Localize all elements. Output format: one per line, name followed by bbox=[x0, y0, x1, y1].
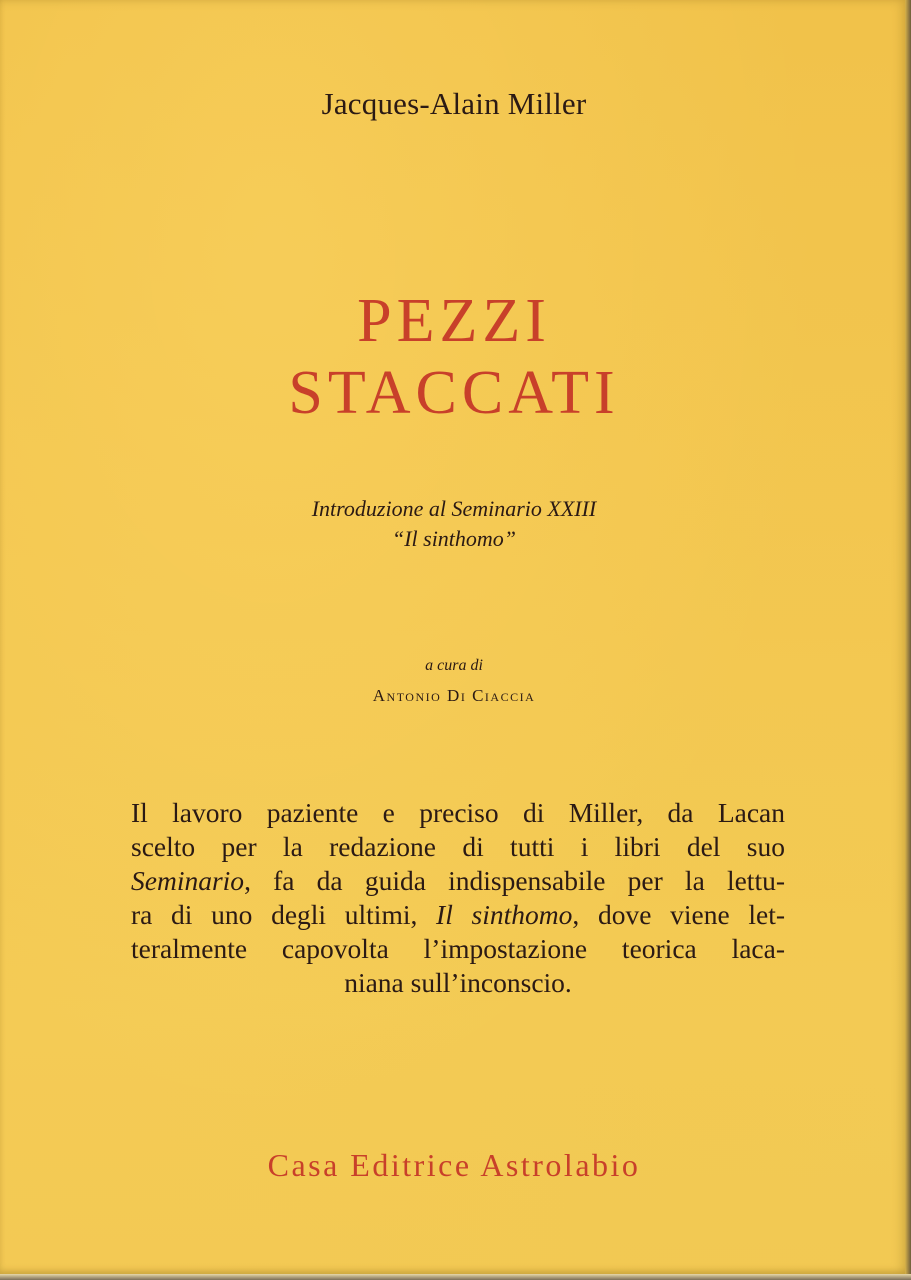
blurb-line: Seminario, fa da guida indispensabile per la lettu- bbox=[131, 865, 785, 896]
curator-label: a cura di bbox=[425, 657, 483, 674]
italic-work-title: Il sinthomo bbox=[436, 899, 573, 930]
author-name: Jacques-Alain Miller bbox=[321, 86, 587, 121]
page-edge-bottom bbox=[0, 1274, 911, 1280]
blurb-line: ra di uno degli ultimi, Il sinthomo, dove viene let- bbox=[131, 899, 786, 930]
book-subtitle bbox=[0, 494, 908, 554]
curator-name: Antonio Di Ciaccia bbox=[372, 686, 536, 705]
subtitle-line-1: Introduzione al Seminario XXIII bbox=[311, 496, 597, 521]
title-line-1: PEZZI bbox=[357, 287, 551, 355]
italic-work-title: Seminario bbox=[131, 865, 245, 896]
publisher-name: Casa Editrice Astrolabio bbox=[267, 1147, 641, 1183]
blurb-line: Il lavoro paziente e preciso di Miller, da Lacan bbox=[131, 797, 785, 828]
book-title bbox=[0, 285, 908, 429]
blurb-line: niana sull’inconscio. bbox=[344, 967, 572, 998]
subtitle-line-2: “Il sinthomo” bbox=[391, 526, 517, 551]
page-edge-right bbox=[905, 0, 911, 1280]
title-line-2: STACCATI bbox=[288, 359, 620, 427]
blurb-line: teralmente capovolta l’impostazione teorica laca- bbox=[131, 933, 785, 964]
blurb-paragraph bbox=[131, 796, 785, 1000]
blurb-line: scelto per la redazione di tutti i libri del suo bbox=[131, 831, 785, 862]
